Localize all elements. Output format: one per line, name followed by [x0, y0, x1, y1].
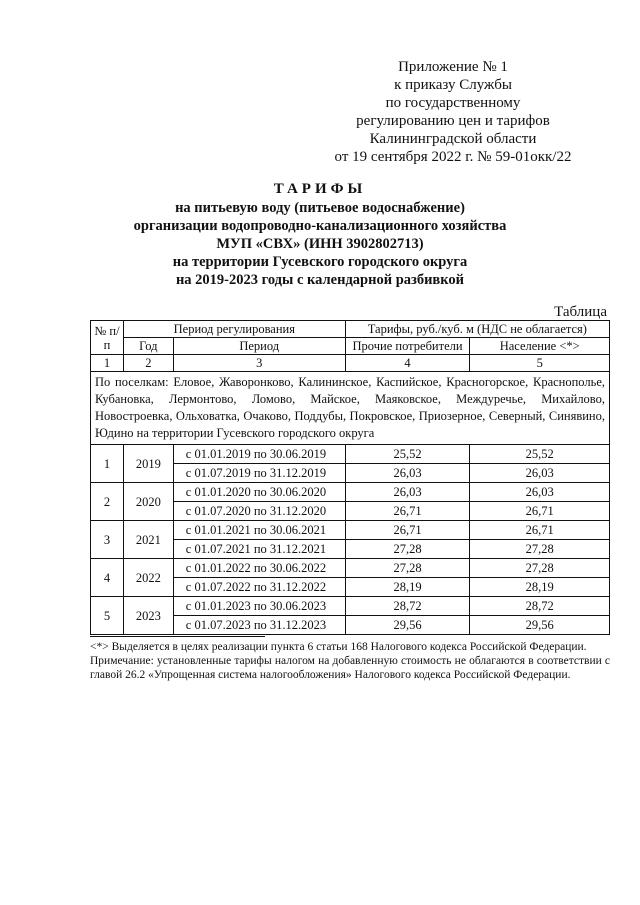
header-period: Период — [173, 338, 345, 355]
header-year: Год — [123, 338, 173, 355]
row-tariff-population: 25,52 — [470, 445, 610, 464]
row-tariff-other: 29,56 — [345, 616, 470, 635]
table-row — [91, 597, 610, 616]
row-tariff-other: 26,71 — [345, 521, 470, 540]
row-tariff-population: 26,71 — [470, 521, 610, 540]
row-num: 2 — [91, 483, 124, 521]
row-tariff-population: 26,03 — [470, 483, 610, 502]
row-tariff-population: 28,72 — [470, 597, 610, 616]
row-period: с 01.07.2023 по 31.12.2023 — [173, 616, 345, 635]
row-period: с 01.07.2021 по 31.12.2021 — [173, 540, 345, 559]
row-period: с 01.07.2022 по 31.12.2022 — [173, 578, 345, 597]
row-tariff-population: 27,28 — [470, 559, 610, 578]
column-number-row — [91, 355, 610, 372]
appendix-line: по государственному — [385, 95, 521, 111]
title-line: на территории Гусевского городского округа — [172, 254, 468, 270]
title-line: на 2019-2023 годы с календарной разбивкой — [175, 272, 465, 288]
settlements-text: По поселкам: Еловое, Жаворонково, Калининское, Каспийское, Красногорское, Краснополье, Кубановка, Лермонтово, Ломово, Майское, Маяковское, Междуречье, Михайлово, Новостроевка, Ольховатка, Очаково, Поддубы, Покровское, Приозерное, Северный, Синявино, Юдино на территории Гусевского городского округа — [91, 372, 610, 445]
table-caption: Таблица — [554, 304, 607, 320]
row-year: 2023 — [123, 597, 173, 635]
title-line: организации водопроводно-канализационного хозяйства — [133, 218, 507, 234]
row-tariff-population: 29,56 — [470, 616, 610, 635]
row-year: 2019 — [123, 445, 173, 483]
column-number: 3 — [173, 355, 345, 372]
row-period: с 01.01.2021 по 30.06.2021 — [173, 521, 345, 540]
row-year: 2020 — [123, 483, 173, 521]
settlements-row — [91, 372, 610, 445]
row-tariff-other: 27,28 — [345, 559, 470, 578]
row-period: с 01.07.2020 по 31.12.2020 — [173, 502, 345, 521]
row-tariff-population: 26,71 — [470, 502, 610, 521]
row-tariff-population: 26,03 — [470, 464, 610, 483]
header-population: Население <*> — [470, 338, 610, 355]
column-number: 5 — [470, 355, 610, 372]
row-tariff-other: 26,03 — [345, 483, 470, 502]
row-num: 1 — [91, 445, 124, 483]
column-number: 1 — [91, 355, 124, 372]
header-tariff-group: Тарифы, руб./куб. м (НДС не облагается) — [345, 321, 609, 338]
footnote-divider — [90, 636, 265, 637]
row-tariff-other: 26,71 — [345, 502, 470, 521]
table-header-row — [91, 321, 610, 338]
row-period: с 01.01.2019 по 30.06.2019 — [173, 445, 345, 464]
main-title: ТАРИФЫ — [273, 181, 367, 197]
table-row — [91, 559, 610, 578]
row-year: 2022 — [123, 559, 173, 597]
column-number: 4 — [345, 355, 470, 372]
row-num: 3 — [91, 521, 124, 559]
appendix-line: Калининградской области — [369, 131, 537, 147]
footnote-asterisk: <*> Выделяется в целях реализации пункта 6 статьи 168 Налогового кодекса Российской Федерации. — [90, 641, 587, 653]
appendix-line: от 19 сентября 2022 г. № 59-01окк/22 — [334, 149, 572, 165]
row-tariff-other: 27,28 — [345, 540, 470, 559]
row-num: 4 — [91, 559, 124, 597]
title-line: МУП «СВХ» (ИНН 3902802713) — [216, 236, 424, 252]
appendix-header — [318, 58, 588, 166]
title-line: на питьевую воду (питьевое водоснабжение) — [175, 200, 465, 216]
row-num: 5 — [91, 597, 124, 635]
row-period: с 01.01.2022 по 30.06.2022 — [173, 559, 345, 578]
table-row — [91, 521, 610, 540]
footnotes — [90, 640, 610, 682]
table-row — [91, 483, 610, 502]
row-year: 2021 — [123, 521, 173, 559]
row-period: с 01.07.2019 по 31.12.2019 — [173, 464, 345, 483]
tariffs-table — [90, 320, 610, 635]
header-other-consumers: Прочие потребители — [345, 338, 470, 355]
appendix-line: к приказу Службы — [394, 77, 512, 93]
row-tariff-other: 28,72 — [345, 597, 470, 616]
header-num: № п/п — [91, 321, 124, 355]
row-tariff-other: 28,19 — [345, 578, 470, 597]
appendix-line: Приложение № 1 — [398, 59, 508, 75]
footnote-note: Примечание: установленные тарифы налогом на добавленную стоимость не облагаются в соответствии с главой 26.2 «Упрощенная система налогообложения» Налогового кодекса Российской Федерации. — [90, 655, 610, 681]
row-period: с 01.01.2020 по 30.06.2020 — [173, 483, 345, 502]
table-row — [91, 445, 610, 464]
document-title — [60, 180, 580, 289]
row-period: с 01.01.2023 по 30.06.2023 — [173, 597, 345, 616]
row-tariff-other: 26,03 — [345, 464, 470, 483]
row-tariff-other: 25,52 — [345, 445, 470, 464]
row-tariff-population: 27,28 — [470, 540, 610, 559]
table-subheader-row — [91, 338, 610, 355]
column-number: 2 — [123, 355, 173, 372]
appendix-line: регулированию цен и тарифов — [356, 113, 550, 129]
row-tariff-population: 28,19 — [470, 578, 610, 597]
header-period-group: Период регулирования — [123, 321, 345, 338]
